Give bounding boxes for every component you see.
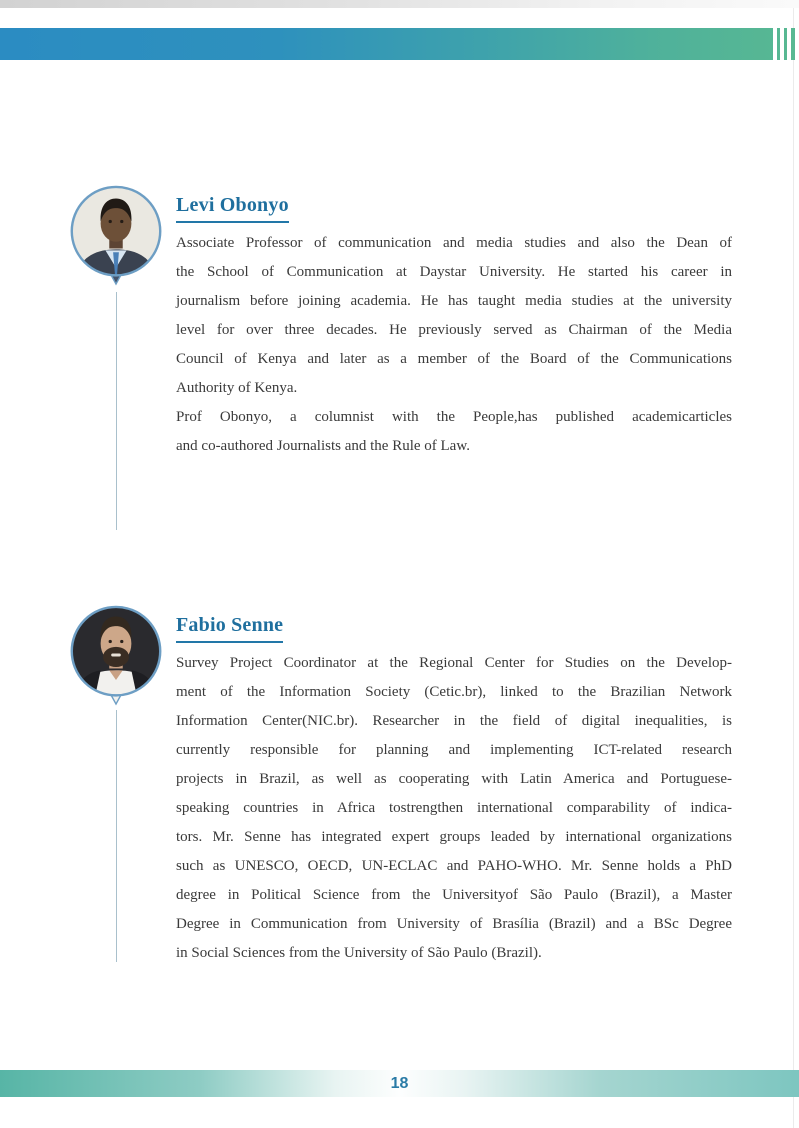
portrait-photo-levi-obonyo bbox=[66, 181, 166, 289]
portrait-photo-fabio-senne bbox=[66, 601, 166, 709]
bio-text-line: projects in Brazil, as well as cooperating with Latin America and Portuguese- bbox=[176, 771, 732, 787]
bio-text-line: speaking countries in Africa tostrengthen international comparability of indica- bbox=[176, 800, 732, 816]
bio-connector-line bbox=[116, 292, 117, 530]
bio-connector-line bbox=[116, 710, 117, 962]
bio-text-line: Associate Professor of communication and media studies and also the Dean of bbox=[176, 235, 732, 251]
bio-text-line: such as UNESCO, OECD, UN-ECLAC and PAHO-WHO. Mr. Senne holds a PhD bbox=[176, 858, 732, 874]
bio-text-line: Survey Project Coordinator at the Regional Center for Studies on the Develop- bbox=[176, 655, 732, 671]
bio-text-block bbox=[176, 649, 732, 968]
footer-bar bbox=[0, 1070, 799, 1097]
bio-text-block bbox=[176, 229, 732, 461]
bio-text-line: degree in Political Science from the Universityof São Paulo (Brazil), a Master bbox=[176, 887, 732, 903]
header-bar-stripe bbox=[780, 28, 784, 60]
bio-name-heading: Fabio Senne bbox=[176, 614, 283, 643]
bio-text-line: tors. Mr. Senne has integrated expert groups leaded by international organizations bbox=[176, 829, 732, 845]
page-number: 18 bbox=[390, 1074, 409, 1092]
bio-text-line: and co-authored Journalists and the Rule of Law. bbox=[176, 438, 470, 454]
header-bar-stripe bbox=[773, 28, 777, 60]
header-bar-stripe bbox=[787, 28, 791, 60]
portrait-levi-illustration bbox=[66, 181, 166, 289]
page-right-edge bbox=[793, 8, 794, 1128]
bio-text-line: journalism before joining academia. He has taught media studies at the university bbox=[176, 293, 732, 309]
bio-text-line: ment of the Information Society (Cetic.br), linked to the Brazilian Network bbox=[176, 684, 732, 700]
bio-text-line: Degree in Communication from University of Brasília (Brazil) and a BSc Degree bbox=[176, 916, 732, 932]
bio-text-line: level for over three decades. He previously served as Chairman of the Media bbox=[176, 322, 732, 338]
bio-text-line: Authority of Kenya. bbox=[176, 380, 298, 396]
bio-text-line: Council of Kenya and later as a member of the Board of the Communications bbox=[176, 351, 732, 367]
bio-text-line: the School of Communication at Daystar University. He started his career in bbox=[176, 264, 732, 280]
header-bar bbox=[0, 28, 795, 60]
portrait-fabio-illustration bbox=[66, 601, 166, 709]
bio-text-line: Prof Obonyo, a columnist with the People,has published academicarticles bbox=[176, 409, 732, 425]
bio-text-line: currently responsible for planning and implementing ICT-related research bbox=[176, 742, 732, 758]
bio-text-line: in Social Sciences from the University of São Paulo (Brazil). bbox=[176, 945, 542, 961]
bio-name-heading: Levi Obonyo bbox=[176, 194, 289, 223]
bio-text-line: Information Center(NIC.br). Researcher in the field of digital inequalities, is bbox=[176, 713, 732, 729]
page-top-edge bbox=[0, 0, 799, 8]
